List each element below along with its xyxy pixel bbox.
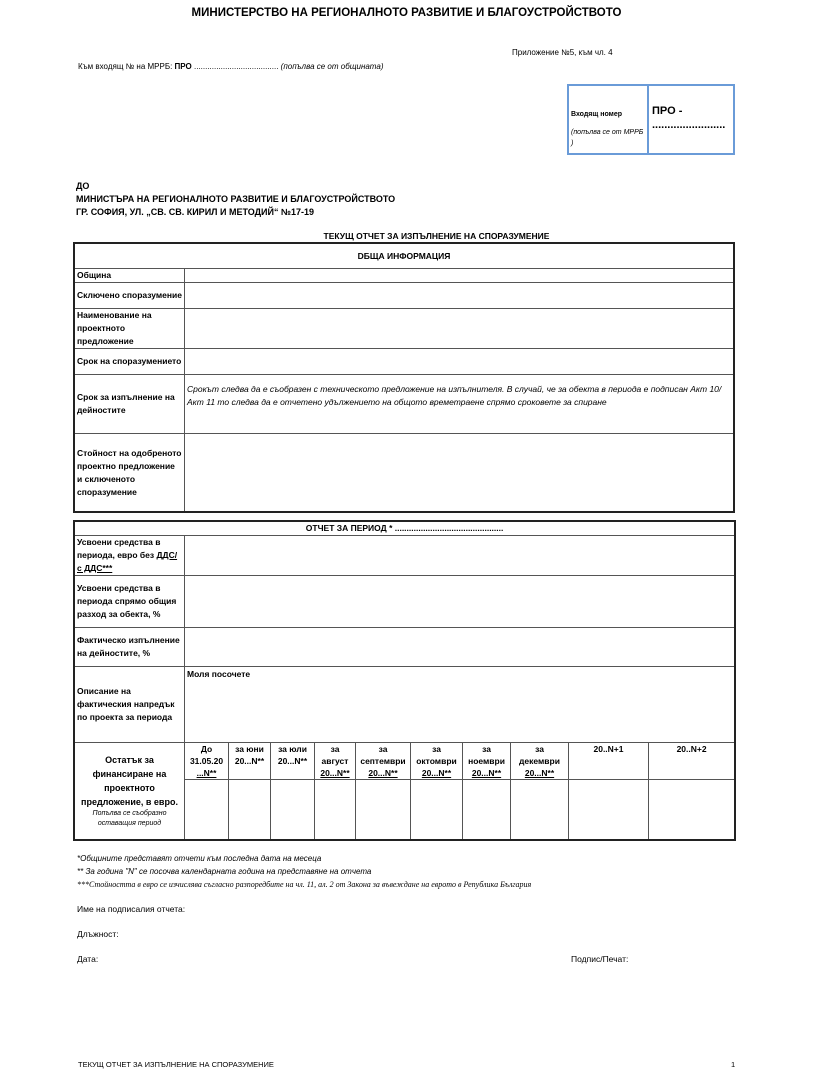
remaining-july-field[interactable] (271, 780, 315, 840)
remaining-label: Остатък за финансиране на проектното предложение, в евро. (81, 755, 178, 807)
footnotes (77, 852, 531, 891)
table-row (75, 283, 734, 309)
report-title: ТЕКУЩ ОТЧЕТ ЗА ИЗПЪЛНЕНИЕ НА СПОРАЗУМЕНИЕ (323, 231, 550, 241)
row-label-agreement-term: Срок на споразумението (75, 349, 185, 375)
period-report-table (74, 521, 735, 840)
general-info-heading: DБЩА ИНФОРМАЦИЯ (75, 244, 734, 269)
registration-label: Входящ номер (571, 111, 623, 118)
absorbed-percent-field[interactable] (185, 576, 735, 628)
signer-name-label: Име на подписалия отчета: (77, 904, 186, 914)
registration-value-code: ПРО - (652, 105, 683, 117)
addressee-address: ГР. СОФИЯ, УЛ. „СВ. СВ. КИРИЛ И МЕТОДИЙ“ №17-19 (76, 207, 314, 217)
year-header-n-plus-1: 20..N+1 (569, 743, 649, 780)
month-header-july: за юли 20...N** (271, 743, 315, 780)
table-row (75, 309, 734, 349)
table-row (75, 576, 735, 628)
appendix-label: Приложение №5, към чл. 4 (512, 48, 613, 57)
row-label-activity-term: Срок за изпълнение на дейностите (75, 375, 185, 434)
table-row (75, 434, 734, 512)
position-label: Длъжност: (77, 929, 119, 939)
incoming-code: ПРО (174, 62, 194, 71)
incoming-number-line (78, 62, 384, 71)
agreement-field[interactable] (185, 283, 734, 309)
row-label-municipality: Община (75, 269, 185, 283)
footer-title: ТЕКУЩ ОТЧЕТ ЗА ИЗПЪЛНЕНИЕ НА СПОРАЗУМЕНИЕ (78, 1060, 274, 1069)
incoming-note: (попълва се от общината) (280, 62, 384, 71)
table-row (75, 536, 735, 576)
actual-progress-field[interactable] (185, 628, 735, 667)
addressee-minister: МИНИСТЪРА НА РЕГИОНАЛНОТО РАЗВИТИЕ И БЛАГОУСТРОЙСТВОТО (76, 194, 396, 204)
project-value-field[interactable] (185, 434, 734, 512)
month-header-august: за август 20...N** (315, 743, 356, 780)
remaining-n-plus-1-field[interactable] (569, 780, 649, 840)
signature-stamp-label: Подпис/Печат: (571, 954, 629, 964)
year-header-n-plus-2: 20..N+2 (649, 743, 735, 780)
addressee-block (76, 180, 395, 219)
registration-label-cell (569, 86, 649, 153)
month-header-october: за октомври 20...N** (411, 743, 463, 780)
month-header-until-may: До 31.05.20 ...N** (185, 743, 229, 780)
month-header-november: за ноември 20...N** (463, 743, 511, 780)
row-label-absorbed-funds (75, 536, 185, 576)
absorbed-funds-field[interactable] (185, 536, 735, 576)
remaining-june-field[interactable] (229, 780, 271, 840)
table-row (75, 628, 735, 667)
project-name-field[interactable] (185, 309, 734, 349)
municipality-field[interactable] (185, 269, 734, 283)
remaining-label-cell (75, 743, 185, 840)
registration-note: (попълва се от МРРБ ) (571, 129, 644, 147)
footnote-3: ***Стойността в евро се изчислява съгласно разпоредбите на чл. 11, ал. 2 от Закона за въвеждане на еврото в Република България (77, 880, 532, 889)
progress-description-field[interactable]: Моля посочете (185, 667, 735, 743)
row-label-project-name: Наименование на проектното предложение (75, 309, 185, 349)
absorbed-funds-label: Усвоени средства в периода, евро без (77, 537, 161, 560)
date-label: Дата: (77, 954, 99, 964)
month-header-september: за септември 20...N** (356, 743, 411, 780)
registration-value-cell[interactable] (649, 86, 733, 153)
remaining-august-field[interactable] (315, 780, 356, 840)
footnote-1: *Общините представят отчети към последна дата на месеца (77, 854, 322, 863)
table-row (75, 269, 734, 283)
activity-term-field[interactable]: Срокът следва да е съобразен с техническото предложение на изпълнителя. В случай, че за обекта в периода е подписан Акт 10/Акт 11 то следва да е отчетено удължението на общото времетраене спрямо сроковете за спиране (185, 375, 734, 434)
table-row (75, 375, 734, 434)
registration-value-dots: ........................ (652, 119, 726, 131)
addressee-to: ДО (76, 181, 90, 191)
row-label-progress-description: Описание на фактическия напредък по проекта за периода (75, 667, 185, 743)
remaining-september-field[interactable] (356, 780, 411, 840)
incoming-dots[interactable]: ...................................... (193, 62, 281, 71)
month-header-december: за декември 20...N** (511, 743, 569, 780)
footnote-2: ** За година "N" се посочва календарната година на представяне на отчета (77, 867, 372, 876)
table-row (75, 349, 734, 375)
period-report-heading: ОТЧЕТ ЗА ПЕРИОД * .............................................. (75, 522, 735, 536)
general-info-table (74, 243, 734, 512)
absorbed-funds-vat-label: ДДС/ с ДДС*** (77, 550, 178, 573)
registration-box (567, 84, 735, 155)
month-header-june: за юни 20...N** (229, 743, 271, 780)
agreement-term-field[interactable] (185, 349, 734, 375)
remaining-october-field[interactable] (411, 780, 463, 840)
incoming-prefix: Към входящ № на МРРБ: (78, 62, 175, 71)
row-label-actual-progress: Фактическо изпълнение на дейностите, % (75, 628, 185, 667)
remaining-n-plus-2-field[interactable] (649, 780, 735, 840)
remaining-december-field[interactable] (511, 780, 569, 840)
row-label-project-value: Стойност на одобреното проектно предложение и сключеното споразумение (75, 434, 185, 512)
remaining-until-may-field[interactable] (185, 780, 229, 840)
ministry-title: МИНИСТЕРСТВО НА РЕГИОНАЛНОТО РАЗВИТИЕ И БЛАГОУСТРОЙСТВОТО (191, 7, 622, 19)
remaining-note: Попълва се съобразно оставащия период (92, 810, 167, 827)
table-row (75, 667, 735, 743)
remaining-header-row (75, 743, 735, 780)
row-label-absorbed-percent: Усвоени средства в периода спрямо общия разход за обекта, % (75, 576, 185, 628)
remaining-november-field[interactable] (463, 780, 511, 840)
page-number: 1 (731, 1060, 736, 1069)
row-label-agreement: Сключено споразумение (75, 283, 185, 309)
